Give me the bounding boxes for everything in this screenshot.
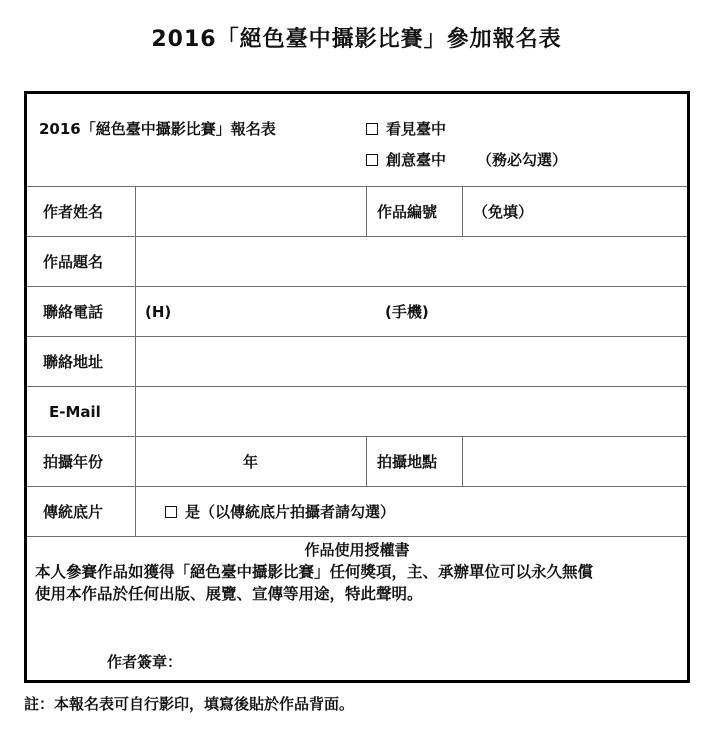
shoot-year-label: 拍攝年份 xyxy=(43,453,104,471)
work-title-label: 作品題名 xyxy=(43,253,104,271)
author-name-field[interactable] xyxy=(136,187,365,235)
signature-field[interactable] xyxy=(197,644,497,678)
work-number-note: （免填） xyxy=(473,203,534,221)
category-required-note: （務必勾選） xyxy=(477,151,568,169)
form-header-label: 2016「絕色臺中攝影比賽」報名表 xyxy=(39,120,276,138)
shoot-location-label: 拍攝地點 xyxy=(377,453,438,471)
phone-mobile-field[interactable] xyxy=(437,287,686,335)
shoot-location-field[interactable] xyxy=(463,437,686,485)
checkbox[interactable] xyxy=(366,123,378,135)
page-title: 2016「絕色臺中攝影比賽」參加報名表 xyxy=(151,27,562,52)
phone-label: 聯絡電話 xyxy=(43,303,104,321)
address-label: 聯絡地址 xyxy=(43,353,104,371)
checkbox[interactable] xyxy=(165,506,177,518)
year-unit: 年 xyxy=(243,453,259,471)
phone-home-label: (H) xyxy=(145,303,172,321)
category-option-see-taichung[interactable]: 看見臺中 xyxy=(366,119,446,139)
authorization-line: 本人參賽作品如獲得「絕色臺中攝影比賽」任何獎項，主、承辦單位可以永久無償 xyxy=(35,563,594,581)
row-divider xyxy=(27,536,687,537)
author-name-label: 作者姓名 xyxy=(43,203,104,221)
phone-home-field[interactable] xyxy=(177,287,377,335)
phone-mobile-label: (手機) xyxy=(385,303,429,321)
work-title-field[interactable] xyxy=(136,237,686,285)
row-divider xyxy=(27,486,687,487)
column-divider xyxy=(462,186,463,236)
authorization-line: 使用本作品於任何出版、展覽、宣傳等用途，特此聲明。 xyxy=(35,585,423,603)
address-field[interactable] xyxy=(136,337,686,385)
checkbox[interactable] xyxy=(366,154,378,166)
film-label: 傳統底片 xyxy=(43,503,104,521)
category-option-creative-taichung[interactable]: 創意臺中 xyxy=(366,150,446,170)
film-option[interactable]: 是（以傳統底片拍攝者請勾選） xyxy=(165,502,395,522)
email-label: E-Mail xyxy=(49,403,101,421)
column-divider xyxy=(366,436,367,486)
email-field[interactable] xyxy=(136,387,686,435)
registration-form xyxy=(24,91,690,683)
footnote: 註：本報名表可自行影印，填寫後貼於作品背面。 xyxy=(24,695,355,713)
authorization-text xyxy=(35,561,687,605)
work-number-label: 作品編號 xyxy=(377,203,438,221)
column-divider xyxy=(366,186,367,236)
signature-label: 作者簽章： xyxy=(107,653,183,671)
authorization-title: 作品使用授權書 xyxy=(304,541,410,559)
